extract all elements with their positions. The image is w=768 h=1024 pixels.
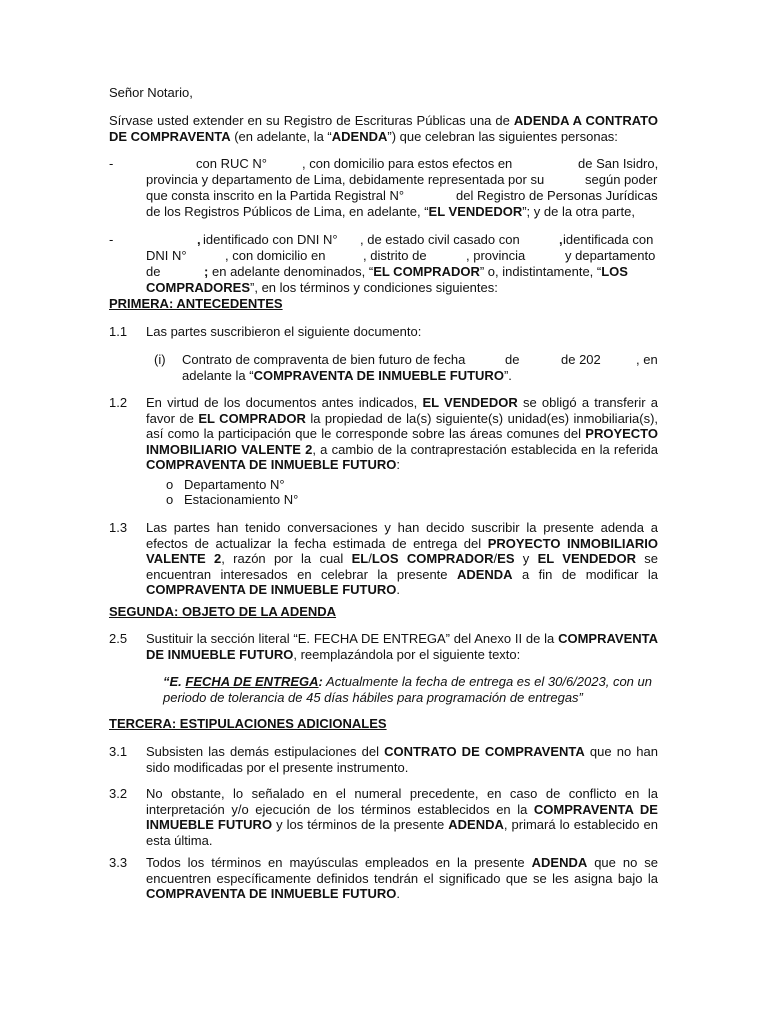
clause-number: 3.1 xyxy=(109,744,128,759)
clause-number: 2.5 xyxy=(109,631,128,646)
party-1-dash: - xyxy=(109,156,114,171)
salutation: Señor Notario, xyxy=(109,85,193,100)
clause-1-3: Las partes han tenido conversaciones y han decido suscribir la presente adenda a efectos de actualizar la fecha estimada de entrega del PROYECTO INMOBILIARIO VALENTE 2, razón por la cual EL/LOS COMPRADOR/ES y EL VENDEDOR se encuentran interesados en celebrar la presente ADENDA a fin de modificar la COMPRAVENTA DE INMUEBLE FUTURO. xyxy=(146,520,659,597)
list-item-bullet: o xyxy=(166,492,174,507)
heading-segunda: SEGUNDA: OBJETO DE LA ADENDA xyxy=(109,604,337,619)
clause-number: 3.2 xyxy=(109,786,128,801)
heading-primera: PRIMERA: ANTECEDENTES xyxy=(109,296,283,311)
clause-3-1: Subsisten las demás estipulaciones del CONTRATO DE COMPRAVENTA que no han sido modificadas por el presente instrumento. xyxy=(146,744,658,775)
clause-number: 1.2 xyxy=(109,395,128,410)
list-item: Departamento N° xyxy=(184,477,285,492)
clause-1-1: Las partes suscribieron el siguiente documento: xyxy=(146,324,422,339)
list-item-bullet: o xyxy=(166,477,174,492)
clause-number: 3.3 xyxy=(109,855,128,870)
clause-number: 1.1 xyxy=(109,324,128,339)
replacement-quote: “E. FECHA DE ENTREGA: Actualmente la fecha de entrega es el 30/6/2023, con un periodo de tolerancia de 45 días hábiles para programación de entregas” xyxy=(163,674,652,705)
party-2-dash: - xyxy=(109,232,114,247)
clause-3-2: No obstante, lo señalado en el numeral precedente, en caso de conflicto en la interpretación y/o ejecución de los términos establecidos en la COMPRAVENTA DE INMUEBLE FUTURO y los términos de la presente ADENDA, primará lo establecido en esta última. xyxy=(146,786,658,848)
clause-2-5: Sustituir la sección literal “E. FECHA DE ENTREGA” del Anexo II de la COMPRAVENTA DE INMUEBLE FUTURO, reemplazándola por el siguiente texto: xyxy=(146,631,658,662)
clause-number: 1.3 xyxy=(109,520,128,535)
list-item: Estacionamiento N° xyxy=(184,492,299,507)
heading-tercera: TERCERA: ESTIPULACIONES ADICIONALES xyxy=(109,716,387,731)
document-page: Señor Notario, Sírvase usted extender en su Registro de Escrituras Públicas una de ADENDA A CONTRATO DE COMPRAVENTA (en adelante, la “ADENDA”) que celebran las siguientes personas: - con RUC N° , con domicilio para estos efectos en de San Isidro, provincia y departamento de Lima, debidamente representada por su según poder que consta inscrito en la Partida Registral N° del Registro de Personas Jurídicas de los Registros Públicos de Lima, en adelante, “EL VENDEDOR”; y de la otra parte, - , identificado con DNI N° , de estado civil casado con , identificada con DNI N° , con domicilio en , distrito de , provincia y departamento de ; en adelante denominados, “EL COMPRADOR” o, indistintamente, “LOS COMPRADORES”, en los términos y condiciones siguientes: PRIMERA: ANTECEDENTES 1.1 Las partes suscribieron el siguiente documento: (i) Contrato de compraventa de bien futuro de fecha de de 202 , en adelante la “COMPRAVENTA DE INMUEBLE FUTURO”. 1.2 En virtud de los documentos antes indicados, EL VENDEDOR se obligó a transferir a favor de EL COMPRADOR la propiedad de la(s) siguiente(s) unidad(es) inmobiliaria(s), así como la participación que le corresponde sobre las áreas comunes del PROYECTO INMOBILIARIO VALENTE 2, a cambio de la contraprestación establecida en la referida COMPRAVENTA DE INMUEBLE FUTURO: o Departamento N° o Estacionamiento N° 1.3 Las partes han tenido conversaciones y han decido suscribir la presente adenda a efectos de actualizar la fecha estimada de entrega del PROYECTO INMOBILIARIO VALENTE 2, razón por la cual EL/LOS COMPRADOR/ES y EL VENDEDOR se encuentran interesados en celebrar la presente ADENDA a fin de modificar la COMPRAVENTA DE INMUEBLE FUTURO. SEGUNDA: OBJETO DE LA ADENDA 2.5 Sustituir la sección literal “E. FECHA DE ENTREGA” del Anexo II de la COMPRAVENTA DE INMUEBLE FUTURO, reemplazándola por el siguiente texto: “E. FECHA DE ENTREGA: Actualmente la fecha de entrega es el 30/6/2023, con un periodo de tolerancia de 45 días hábiles para programación de entregas” TERCERA: ESTIPULACIONES ADICIONALES 3.1 Subsisten las demás estipulaciones del CONTRATO DE COMPRAVENTA que no han sido modificadas por el presente instrumento. 3.2 No obstante, lo señalado en el numeral precedente, en caso de conflicto en la interpretación y/o ejecución de los términos establecidos en la COMPRAVENTA DE INMUEBLE FUTURO y los términos de la presente ADENDA, primará lo establecido en esta última. 3.3 Todos los términos en mayúsculas empleados en la presente ADENDA que no se encuentren específicamente definidos tendrán el significado que se les asigna bajo la COMPRAVENTA DE INMUEBLE FUTURO. xyxy=(109,85,659,901)
clause-3-3: Todos los términos en mayúsculas empleados en la presente ADENDA que no se encuentren específicamente definidos tendrán el significado que se les asigna bajo la COMPRAVENTA DE INMUEBLE FUTURO. xyxy=(146,855,658,901)
intro-paragraph: Sírvase usted extender en su Registro de Escrituras Públicas una de ADENDA A CONTRATO DE COMPRAVENTA (en adelante, la “ADENDA”) que celebran las siguientes personas: xyxy=(109,113,658,144)
clause-1-2: En virtud de los documentos antes indicados, EL VENDEDOR se obligó a transferir a favor de EL COMPRADOR la propiedad de la(s) siguiente(s) unidad(es) inmobiliaria(s), así como la participación que le corresponde sobre las áreas comunes del PROYECTO INMOBILIARIO VALENTE 2, a cambio de la contraprestación establecida en la referida COMPRAVENTA DE INMUEBLE FUTURO: xyxy=(146,395,659,472)
